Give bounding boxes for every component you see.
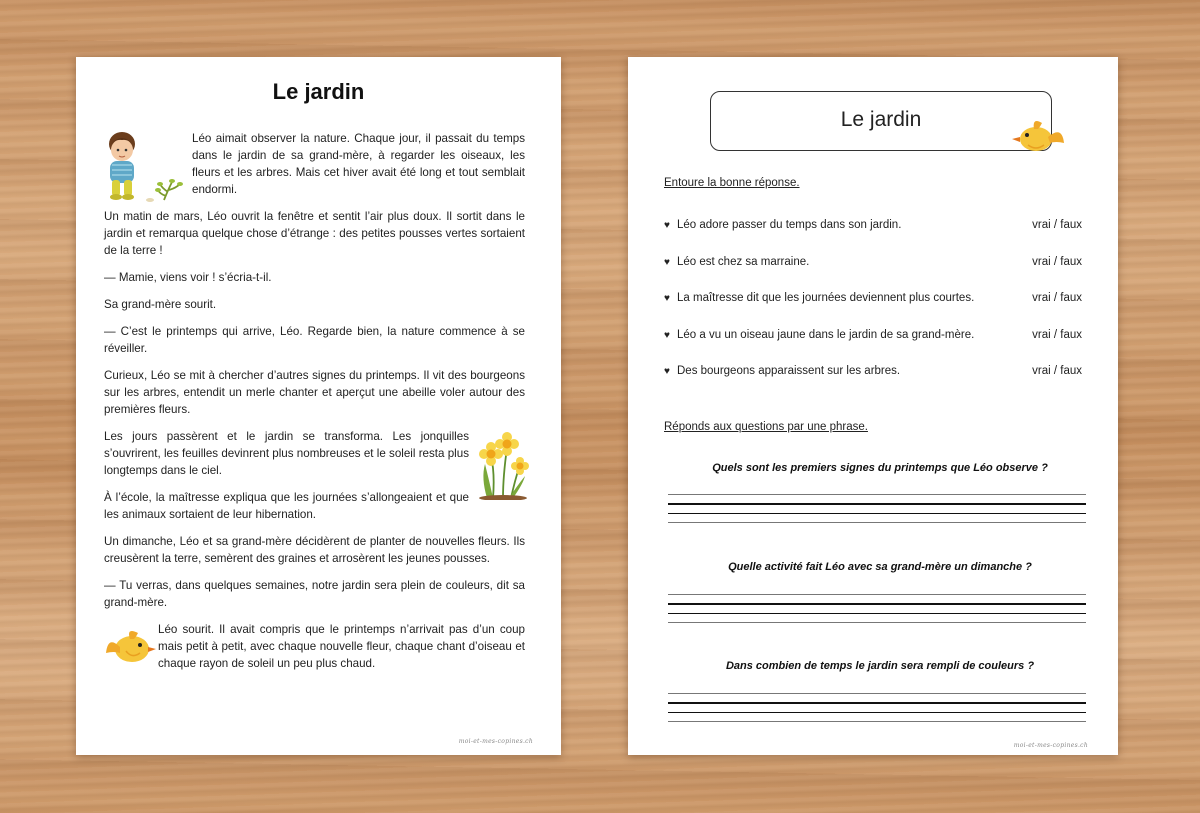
worksheet-title: Le jardin (840, 108, 922, 131)
true-false-choice: vrai / faux (1032, 255, 1082, 268)
true-false-item (664, 217, 1084, 254)
watermark: moi-et-mes-copines.ch (1013, 742, 1088, 749)
story-paragraph: — Tu verras, dans quelques semaines, notre jardin sera plein de couleurs, dit sa grand-mère. (104, 579, 525, 609)
story-paragraph: À l’école, la maîtresse expliqua que les journées s’allongeaient et que les animaux sortaient de leur hibernation. (104, 491, 469, 521)
heart-bullet-icon: ♥ (664, 366, 670, 377)
heart-bullet-icon: ♥ (664, 293, 670, 304)
statement: Léo a vu un oiseau jaune dans le jardin de sa grand-mère. (677, 328, 975, 341)
story-paragraph: Sa grand-mère sourit. (104, 298, 217, 311)
heart-bullet-icon: ♥ (664, 256, 670, 268)
answer-lines[interactable] (668, 594, 1086, 631)
story-paragraph: Un matin de mars, Léo ouvrit la fenêtre et sentit l’air plus doux. Il sortit dans le jardin et remarqua quelque chose d’étrange : des petites pousses vertes sortaient de la terre ! (104, 210, 525, 257)
answer-lines[interactable] (668, 494, 1086, 531)
question: Dans combien de temps le jardin sera rempli de couleurs ? (725, 660, 1035, 672)
story-paragraph: Léo aimait observer la nature. Chaque jour, il passait du temps dans le jardin de sa grand-mère, à regarder les oiseaux, les fleurs et les arbres. Mais cet hiver avait été long et tout semblait endormi. (104, 130, 525, 198)
story-text (104, 130, 525, 682)
true-false-item (664, 327, 1084, 364)
boy-illustration (98, 130, 188, 204)
instruction-answer: Réponds aux questions par une phrase. (664, 421, 868, 433)
true-false-item (664, 290, 1084, 327)
true-false-list (664, 217, 1084, 400)
story-paragraph: Un dimanche, Léo et sa grand-mère décidèrent de planter de nouvelles fleurs. Ils creusèrent la terre, semèrent des graines et arrosèrent les jeunes pousses. (104, 535, 525, 565)
heart-bullet-icon: ♥ (664, 329, 670, 341)
daffodil-illustration (473, 428, 531, 500)
story-paragraph: Léo sourit. Il avait compris que le printemps n’arrivait pas d’un coup mais petit à petit, avec chaque nouvelle fleur, chaque chant d’oiseau et chaque rayon de soleil un peu plus chaud. (104, 621, 525, 672)
true-false-item (664, 254, 1084, 291)
heart-bullet-icon: ♥ (664, 220, 670, 231)
statement: La maîtresse dit que les journées deviennent plus courtes. (677, 292, 975, 304)
question: Quels sont les premiers signes du printemps que Léo observe ? (712, 462, 1048, 474)
bird-icon (1010, 115, 1068, 157)
story-paragraph: Les jours passèrent et le jardin se transforma. Les jonquilles s’ouvrirent, les feuilles devinrent plus nombreuses et le soleil resta plus longtemps dans le ciel. (104, 428, 525, 479)
story-page (76, 57, 561, 755)
true-false-choice: vrai / faux (1032, 292, 1082, 304)
true-false-choice: vrai / faux (1032, 219, 1082, 231)
answer-lines[interactable] (668, 693, 1086, 730)
title-box (710, 91, 1052, 151)
statement: Des bourgeons apparaissent sur les arbres. (677, 365, 901, 377)
true-false-item (664, 363, 1084, 400)
instruction-circle: Entoure la bonne réponse. (664, 177, 800, 189)
question: Quelle activité fait Léo avec sa grand-mère un dimanche ? (728, 561, 1032, 573)
true-false-choice: vrai / faux (1032, 328, 1082, 341)
story-paragraph: — C’est le printemps qui arrive, Léo. Regarde bien, la nature commence à se réveiller. (104, 325, 525, 355)
story-paragraph: — Mamie, viens voir ! s’écria-t-il. (104, 271, 272, 284)
story-paragraph: Curieux, Léo se mit à chercher d’autres signes du printemps. Il vit des bourgeons sur les arbres, entendit un merle chanter et aperçut une abeille voler autour des premières fleurs. (104, 369, 525, 416)
story-title: Le jardin (272, 79, 365, 104)
worksheet-page (628, 57, 1118, 755)
watermark: moi-et-mes-copines.ch (458, 738, 533, 745)
statement: Léo adore passer du temps dans son jardin. (677, 219, 902, 231)
true-false-choice: vrai / faux (1032, 365, 1082, 377)
bird-icon (102, 623, 158, 673)
statement: Léo est chez sa marraine. (677, 255, 810, 268)
